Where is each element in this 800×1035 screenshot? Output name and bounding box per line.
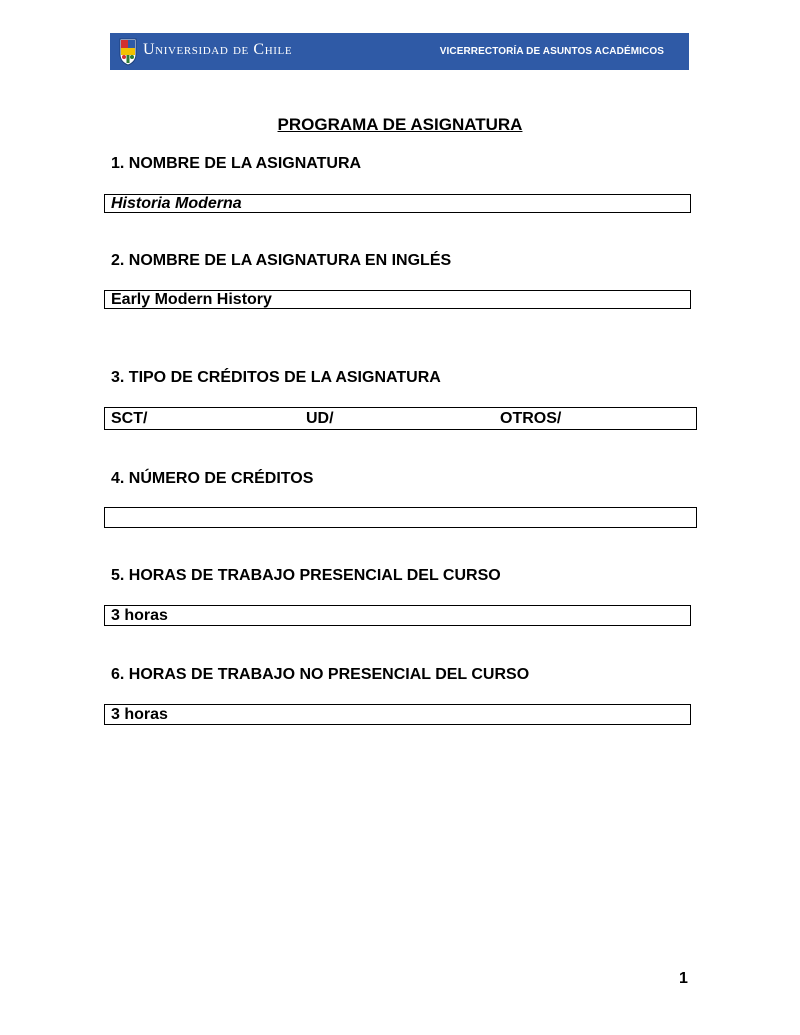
course-name-english-field: Early Modern History (104, 290, 691, 309)
section-1-heading: 1. NOMBRE DE LA ASIGNATURA (111, 155, 362, 172)
document-title: PROGRAMA DE ASIGNATURA (277, 115, 523, 134)
university-name: Universidad de Chile (143, 41, 293, 58)
section-5-heading: 5. HORAS DE TRABAJO PRESENCIAL DEL CURSO (111, 567, 501, 584)
credit-type-field (104, 407, 697, 430)
section-4-heading: 4. NÚMERO DE CRÉDITOS (111, 470, 314, 487)
office-name: VICERRECTORÍA DE ASUNTOS ACADÉMICOS (439, 46, 664, 57)
credit-option-ud: UD/ (306, 410, 334, 427)
section-2-heading: 2. NOMBRE DE LA ASIGNATURA EN INGLÉS (111, 252, 452, 269)
university-seal-icon (118, 37, 138, 66)
credit-option-otros: OTROS/ (500, 410, 562, 427)
credit-option-sct: SCT/ (111, 410, 148, 427)
contact-hours-field: 3 horas (104, 605, 691, 626)
course-name-field: Historia Moderna (104, 194, 691, 213)
section-3-heading: 3. TIPO DE CRÉDITOS DE LA ASIGNATURA (111, 369, 441, 386)
section-6-heading: 6. HORAS DE TRABAJO NO PRESENCIAL DEL CURSO (111, 666, 530, 683)
credit-number-field (104, 507, 697, 528)
non-contact-hours-field: 3 horas (104, 704, 691, 725)
header-banner (110, 33, 689, 70)
page-number: 1 (679, 970, 688, 987)
